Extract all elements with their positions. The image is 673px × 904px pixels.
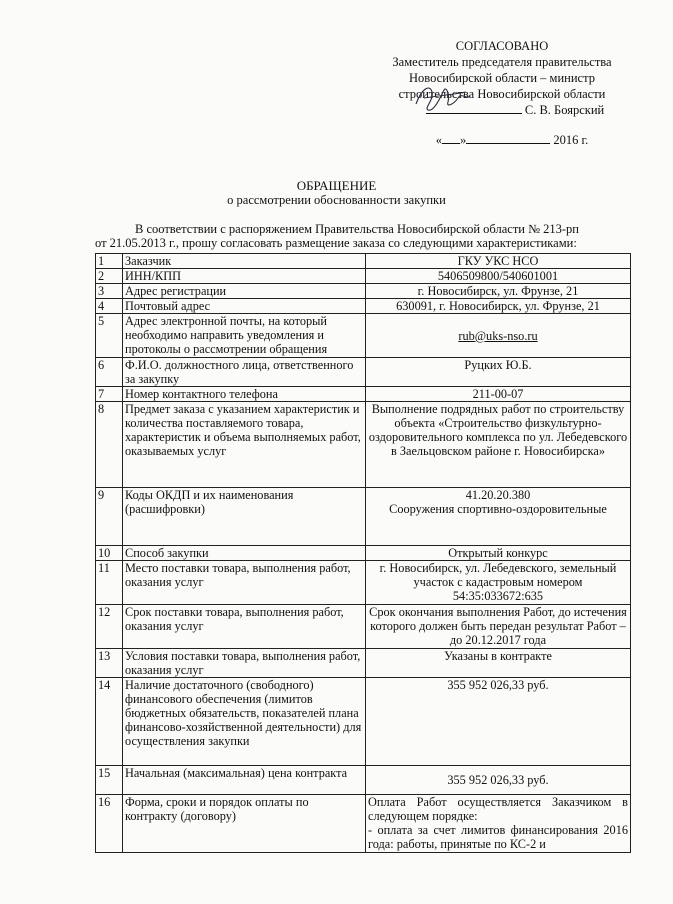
row-label: Номер контактного телефона: [123, 387, 366, 402]
table-row: [96, 561, 631, 605]
row-value: г. Новосибирск, ул. Фрунзе, 21: [366, 284, 631, 299]
table-row: [96, 488, 631, 546]
row-number: 12: [96, 605, 123, 649]
date-year: 2016 г.: [553, 133, 589, 147]
row-number: 11: [96, 561, 123, 605]
table-row: [96, 358, 631, 387]
date-close-quote: »: [459, 133, 467, 147]
okdp-name: Сооружения спортивно-оздоровительные: [389, 502, 607, 516]
row-value: [366, 488, 631, 546]
table-row: [96, 678, 631, 766]
okdp-code: 41.20.20.380: [465, 488, 531, 502]
row-value: ГКУ УКС НСО: [366, 254, 631, 269]
table-row: [96, 795, 631, 853]
row-value: 5406509800/540601001: [366, 269, 631, 284]
row-label: Предмет заказа с указанием характеристик и количества поставляемого товара, характеристик и объема выполняемых работ, оказываемых услуг: [123, 402, 366, 488]
row-number: 5: [96, 314, 123, 358]
row-number: 2: [96, 269, 123, 284]
row-number: 3: [96, 284, 123, 299]
table-row: [96, 387, 631, 402]
table-row: [96, 314, 631, 358]
day-blank: [442, 132, 460, 144]
table-row: [96, 402, 631, 488]
row-number: 4: [96, 299, 123, 314]
row-label: Коды ОКДП и их наименования (расшифровки): [123, 488, 366, 546]
table-row: [96, 546, 631, 561]
intro-paragraph: [95, 222, 630, 250]
row-label: ИНН/КПП: [123, 269, 366, 284]
row-label: Условия поставки товара, выполнения работ, оказания услуг: [123, 649, 366, 678]
row-number: 6: [96, 358, 123, 387]
row-number: 1: [96, 254, 123, 269]
table-row: [96, 766, 631, 795]
document-subtitle: о рассмотрении обоснованности закупки: [227, 193, 446, 207]
row-label: Место поставки товара, выполнения работ, оказания услуг: [123, 561, 366, 605]
row-value: 355 952 026,33 руб.: [366, 766, 631, 795]
row-value: 211-00-07: [366, 387, 631, 402]
intro-line-1: В соответствии с распоряжением Правительства Новосибирской области № 213-рп: [135, 222, 580, 236]
row-value: Указаны в контракте: [366, 649, 631, 678]
row-label: Ф.И.О. должностного лица, ответственного за закупку: [123, 358, 366, 387]
approval-line-2: Новосибирской области – министр: [409, 71, 595, 85]
handwritten-signature: [410, 78, 480, 118]
row-number: 16: [96, 795, 123, 853]
date-open-quote: «: [435, 133, 442, 147]
row-number: 8: [96, 402, 123, 488]
row-value: Выполнение подрядных работ по строительству объекта «Строительство физкультурно-оздоровительного комплекса по ул. Лебедевского в Заельцовском районе г. Новосибирска»: [366, 402, 631, 488]
table-row: [96, 284, 631, 299]
email-link[interactable]: rub@uks-nso.ru: [458, 328, 538, 343]
row-value: Руцких Ю.Б.: [366, 358, 631, 387]
intro-line-2: от 21.05.2013 г., прошу согласовать размещение заказа со следующими характеристиками:: [95, 236, 577, 250]
row-label: Заказчик: [123, 254, 366, 269]
month-blank: [466, 132, 550, 144]
row-value: 355 952 026,33 руб.: [366, 678, 631, 766]
row-label: Наличие достаточного (свободного) финансового обеспечения (лимитов бюджетных обязательств, показателей плана финансово-хозяйственной деятельности) для осуществления закупки: [123, 678, 366, 766]
row-label: Форма, сроки и порядок оплаты по контракту (договору): [123, 795, 366, 853]
row-value: 630091, г. Новосибирск, ул. Фрунзе, 21: [366, 299, 631, 314]
approval-line-3: строительства Новосибирской области: [398, 87, 606, 101]
characteristics-table: [95, 253, 631, 853]
table-row: [96, 605, 631, 649]
approval-line-1: Заместитель председателя правительства: [392, 55, 612, 69]
row-number: 7: [96, 387, 123, 402]
row-label: Адрес регистрации: [123, 284, 366, 299]
date-line: [372, 132, 632, 148]
payment-terms-line-1: Оплата Работ осуществляется Заказчиком в следующем порядке:: [368, 795, 628, 823]
row-value: г. Новосибирск, ул. Лебедевского, земельный участок с кадастровым номером 54:35:033672:635: [366, 561, 631, 605]
table-row: [96, 649, 631, 678]
row-label: Адрес электронной почты, на который необходимо направить уведомления и протоколы о рассмотрении обращения: [123, 314, 366, 358]
row-number: 15: [96, 766, 123, 795]
payment-terms-line-2: - оплата за счет лимитов финансирования 2016 года: работы, принятые по КС-2 и: [368, 823, 628, 851]
row-number: 10: [96, 546, 123, 561]
document-title: ОБРАЩЕНИЕ: [296, 178, 377, 193]
approval-heading: СОГЛАСОВАНО: [455, 39, 549, 53]
row-label: Способ закупки: [123, 546, 366, 561]
row-value: Открытый конкурс: [366, 546, 631, 561]
row-label: Срок поставки товара, выполнения работ, оказания услуг: [123, 605, 366, 649]
row-number: 14: [96, 678, 123, 766]
row-value[interactable]: [366, 314, 631, 358]
table-row: [96, 299, 631, 314]
table-row: [96, 254, 631, 269]
row-value: Срок окончания выполнения Работ, до истечения которого должен быть передан результат Работ – до 20.12.2017 года: [366, 605, 631, 649]
row-label: Начальная (максимальная) цена контракта: [123, 766, 366, 795]
row-value: [366, 795, 631, 853]
row-label: Почтовый адрес: [123, 299, 366, 314]
signer-name: С. В. Боярский: [524, 103, 605, 117]
row-number: 9: [96, 488, 123, 546]
table-row: [96, 269, 631, 284]
row-number: 13: [96, 649, 123, 678]
